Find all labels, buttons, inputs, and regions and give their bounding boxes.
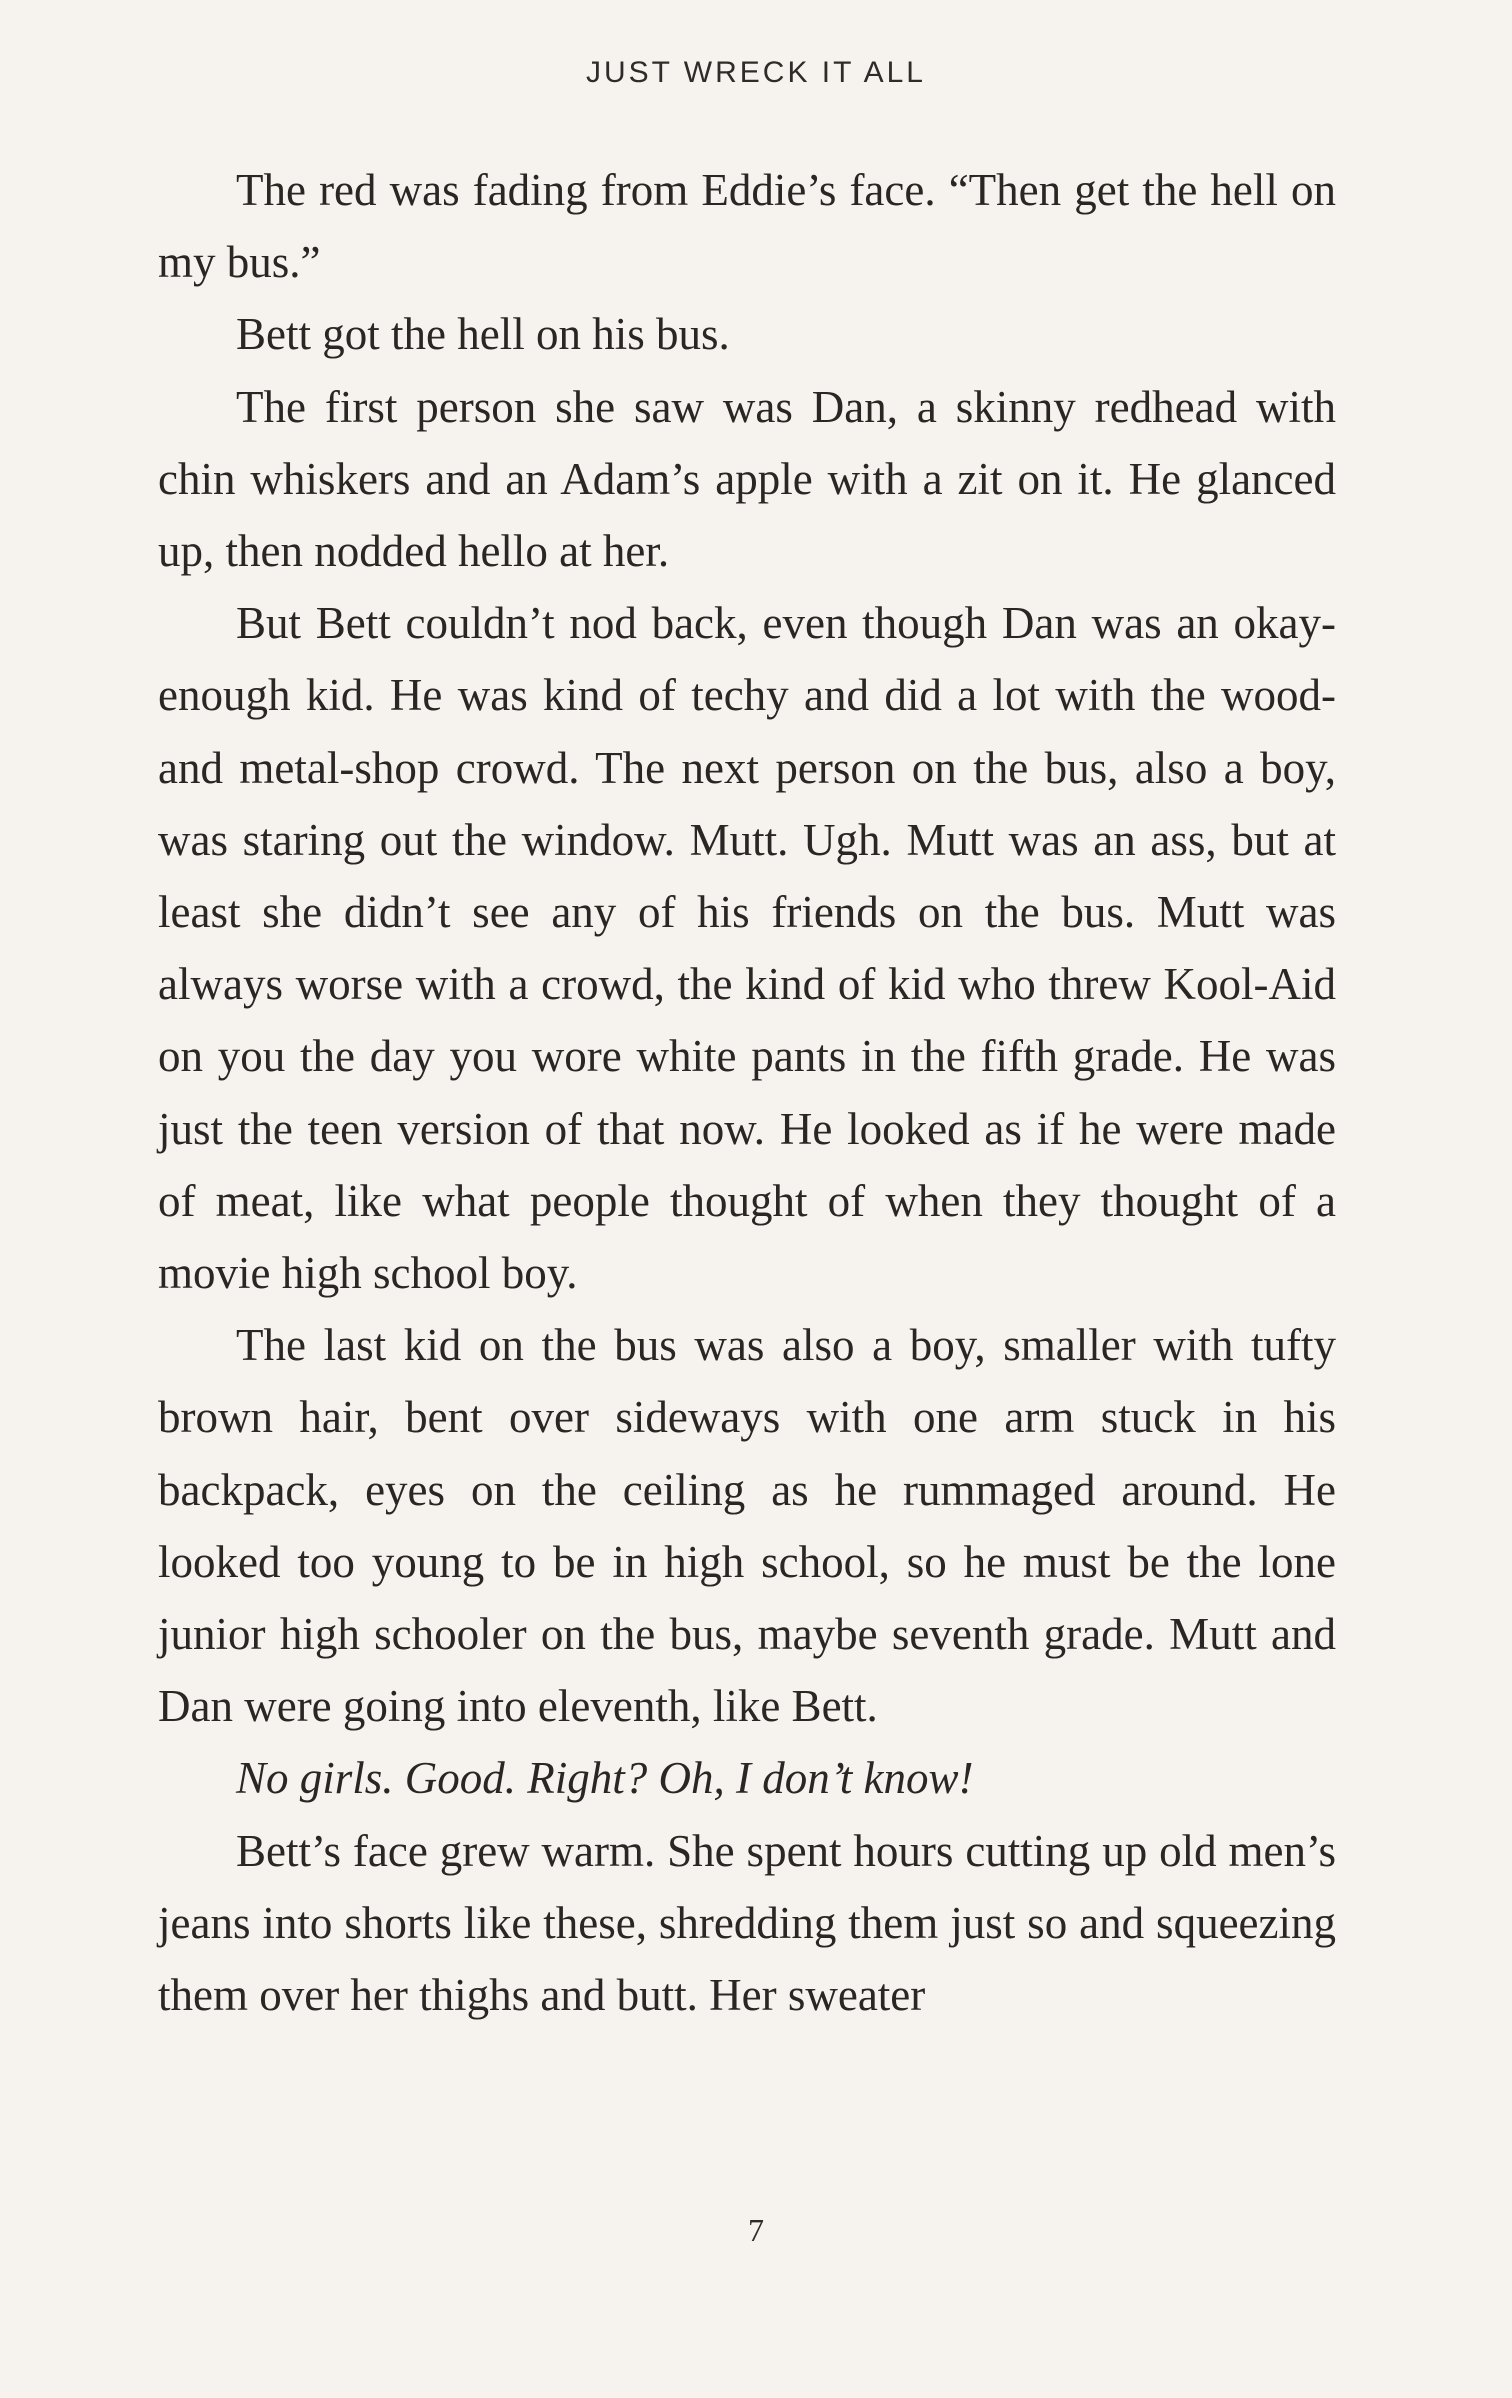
paragraph: Bett’s face grew warm. She spent hours cutting up old men’s jeans into shorts like these, shredding them just so and squeezing them over her thighs and butt. Her sweater: [158, 1825, 1336, 2021]
italic-paragraph: No girls. Good. Right? Oh, I don’t know!: [236, 1753, 974, 1804]
page-number: 7: [748, 2212, 764, 2248]
paragraph: Bett got the hell on his bus.: [236, 309, 730, 360]
running-head: JUST WRECK IT ALL: [586, 56, 926, 89]
paragraph: But Bett couldn’t nod back, even though Dan was an okay-enough kid. He was kind of techy and did a lot with the wood- and metal-shop crowd. The next person on the bus, also a boy, was staring out the window. Mutt. Ugh. Mutt was an ass, but at least she didn’t see any of his friends on the bus. Mutt was always worse with a crowd, the kind of kid who threw Kool-Aid on you the day you wore white pants in the fifth grade. He was just the teen version of that now. He looked as if he were made of meat, like what people thought of when they thought of a movie high school boy.: [158, 598, 1336, 1299]
paragraph: The first person she saw was Dan, a skinny redhead with chin whiskers and an Adam’s apple with a zit on it. He glanced up, then nodded hello at her.: [158, 381, 1336, 577]
paragraph: The red was fading from Eddie’s face. “Then get the hell on my bus.”: [158, 165, 1336, 288]
body-text: [158, 154, 1336, 2031]
paragraph: The last kid on the bus was also a boy, smaller with tufty brown hair, bent over sideways with one arm stuck in his backpack, eyes on the ceiling as he rummaged around. He looked too young to be in high school, so he must be the lone junior high schooler on the bus, maybe seventh grade. Mutt and Dan were going into eleventh, like Bett.: [158, 1320, 1336, 1732]
